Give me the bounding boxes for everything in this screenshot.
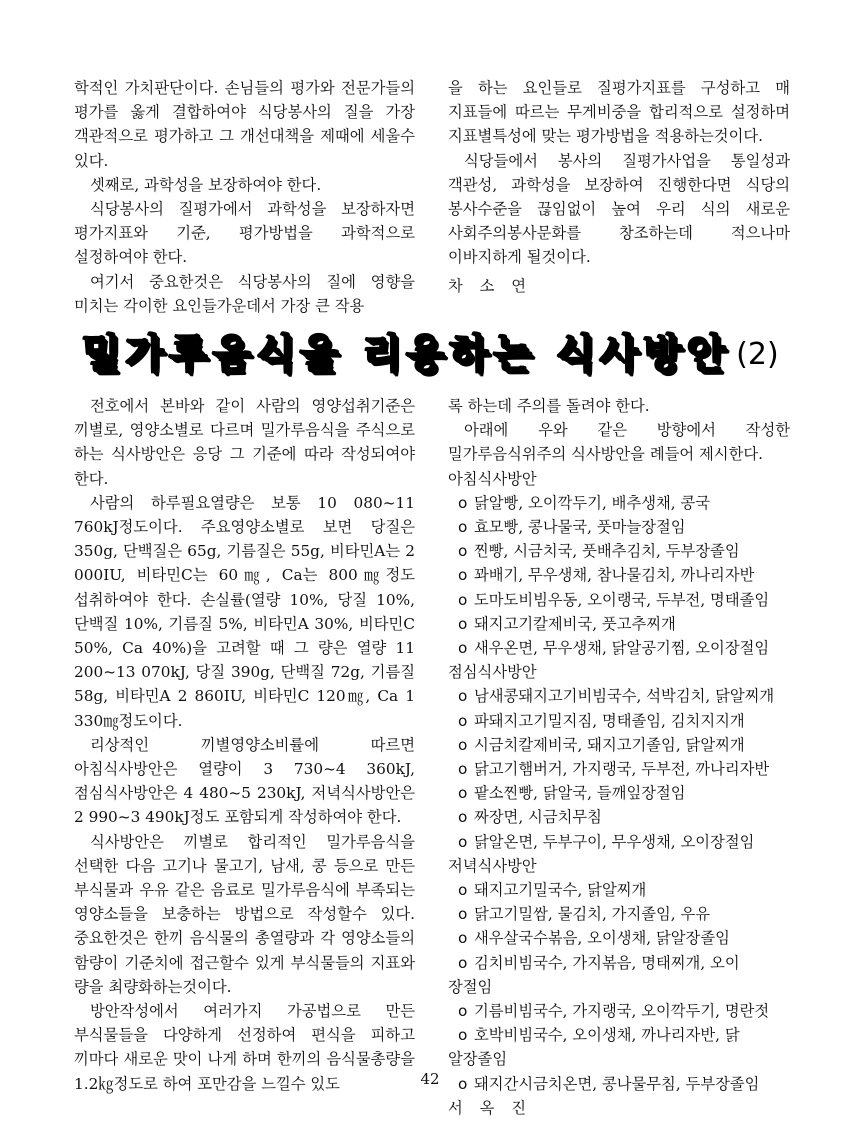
paragraph: 셋째로, 과학성을 보장하여야 한다.	[90, 175, 322, 194]
paragraph: 식당들에서 봉사의 질평가사업을 통일성과 객관성, 과학성을 보장하여 진행한다면 식당의 봉사수준을 끊임없이 높여 우리 식의 새로운 사회주의봉사문화를 창조하는데 적으나마 이바지하게 될것이다.	[448, 151, 790, 267]
article-left-column	[74, 394, 415, 1096]
menu-item-continuation: 장절임	[448, 977, 493, 996]
menu-item: o 파돼지고기밀지짐, 명태졸임, 김치지지개	[448, 709, 790, 733]
paragraph: 방안작성에서 여러가지 가공법으로 만든 부식물들을 다양하게 선정하여 편식을 피하고 끼마다 새로운 맛이 나게 하며 한끼의 음식물총량을 1.2㎏정도로 하여 포만감을 느낄수 있도	[74, 1002, 415, 1093]
article-title-text: 밀가루음식을 리용하는 식사방안	[81, 331, 731, 377]
paragraph: 을 하는 요인들로 질평가지표를 구성하고 매 지표들에 따르는 무게비중을 합리적으로 설정하며 지표별특성에 맞는 평가방법을 적용하는것이다.	[448, 79, 790, 146]
paragraph: 아래에 우와 같은 방향에서 작성한 밀가루음식위주의 식사방안을 례들어 제시한다.	[448, 421, 790, 464]
menu-item-continuation: 알장졸임	[448, 1050, 508, 1069]
paragraph: 학적인 가치판단이다. 손님들의 평가와 전문가들의 평가를 옳게 결합하여야 식당봉사의 질을 가장 객관적으로 평가하고 그 개선대책을 제때에 세울수 있다.	[74, 79, 415, 170]
top-right-column	[448, 76, 790, 298]
menu-item: o 남새콩돼지고기비빔국수, 석박김치, 닭알찌개	[448, 684, 790, 708]
article-title-number: (2)	[736, 337, 779, 372]
menu-item: o 닭고기밀쌈, 물김치, 가지졸임, 우유	[448, 902, 790, 926]
menu-item: o 닭고기햄버거, 가지랭국, 두부전, 까나리자반	[448, 757, 790, 781]
menu-item: o 시금치칼제비국, 돼지고기졸임, 닭알찌개	[448, 733, 790, 757]
menu-item: o 효모빵, 콩나물국, 풋마늘장절임	[448, 515, 790, 539]
menu-item: o 찐빵, 시금치국, 풋배추김치, 두부장졸임	[448, 539, 790, 563]
paragraph: 식당봉사의 질평가에서 과학성을 보장하자면 평가지표와 기준, 평가방법을 과학적으로 설정하여야 한다.	[74, 200, 415, 267]
paragraph: 여기서 중요한것은 식당봉사의 질에 영향을 미치는 각이한 요인들가운데서 가장 큰 작용	[74, 272, 415, 315]
paragraph: 식사방안은 끼별로 합리적인 밀가루음식을 선택한 다음 고기나 물고기, 남새, 콩 등으로 만든 부식물과 우유 같은 음료로 밀가루음식에 부족되는 영양소들을 보충하는 방법으로 작성할수 있다. 중요한것은 한끼 음식물의 총열량과 각 영양소들의 함량이 기준치에 접근할수 있게 부식물들의 지표와 량을 최량화하는것이다.	[74, 832, 415, 996]
author-signature: 서 옥 진	[448, 1098, 533, 1117]
paragraph: 리상적인 끼별영양소비률에 따르면 아침식사방안은 열량이 3 730~4 360kJ, 점심식사방안은 4 480~5 230kJ, 저녁식사방안은 2 990~3 490kJ정도 포함되게 작성하여야 한다.	[74, 735, 415, 827]
paragraph: 전호에서 본바와 같이 사람의 영양섭취기준은 끼별로, 영양소별로 다르며 밀가루음식을 주식으로 하는 식사방안은 응당 그 기준에 따라 작성되여야 한다.	[74, 397, 415, 488]
lunch-heading: 점심식사방안	[448, 663, 537, 682]
menu-item: o 돼지고기칼제비국, 풋고추찌개	[448, 612, 790, 636]
menu-item: o 돼지고기밀국수, 닭알찌개	[448, 878, 790, 902]
dinner-heading: 저녁식사방안	[448, 856, 537, 875]
top-left-column	[74, 76, 415, 318]
author-signature: 차 소 연	[448, 276, 533, 295]
article-title	[80, 322, 780, 377]
menu-item: o 닭알온면, 두부구이, 무우생채, 오이장절임	[448, 830, 790, 854]
menu-item: o 호박비빔국수, 오이생채, 까나리자반, 닭	[448, 1023, 790, 1047]
menu-item: o 닭알빵, 오이깍두기, 배추생채, 콩국	[448, 491, 790, 515]
menu-item: o 도마도비빔우동, 오이랭국, 두부전, 명태졸임	[448, 588, 790, 612]
menu-item: o 꽈배기, 무우생채, 참나물김치, 까나리자반	[448, 563, 790, 587]
article-right-column	[448, 394, 790, 1120]
menu-item: o 새우온면, 무우생채, 닭알공기찜, 오이장절임	[448, 636, 790, 660]
menu-item: o 짜장면, 시금치무침	[448, 805, 790, 829]
menu-item: o 기름비빔국수, 가지랭국, 오이깍두기, 명란젓	[448, 999, 790, 1023]
breakfast-heading: 아침식사방안	[448, 469, 537, 488]
menu-item: o 새우살국수볶음, 오이생채, 닭알장졸임	[448, 926, 790, 950]
paragraph: 록 하는데 주의를 돌려야 한다.	[448, 397, 650, 415]
paragraph: 사람의 하루필요열량은 보통 10 080~11 760kJ정도이다. 주요영양소별로 보면 당질은 350g, 단백질은 65g, 기름질은 55g, 비타민A는 2 000IU, 비타민C는 60㎎, Ca는 800㎎정도 섭취하여야 한다. 손실률(열량 10%, 당질 10%, 단백질 10%, 기름질 5%, 비타민A 30%, 비타민C 50%, Ca 40%)을 고려할 때 그 량은 열량 11 200~13 070kJ, 당질 390g, 단백질 72g, 기름질 58g, 비타민A 2 860IU, 비타민C 120㎎, Ca 1 330㎎정도이다.	[74, 493, 415, 730]
page-number: 42	[420, 1070, 440, 1088]
menu-item: o 김치비빔국수, 가지볶음, 명태찌개, 오이	[448, 951, 790, 975]
menu-item: o 팥소찐빵, 닭알국, 들깨잎장절임	[448, 781, 790, 805]
menu-item: o 돼지간시금치온면, 콩나물무침, 두부장졸임	[448, 1072, 790, 1096]
